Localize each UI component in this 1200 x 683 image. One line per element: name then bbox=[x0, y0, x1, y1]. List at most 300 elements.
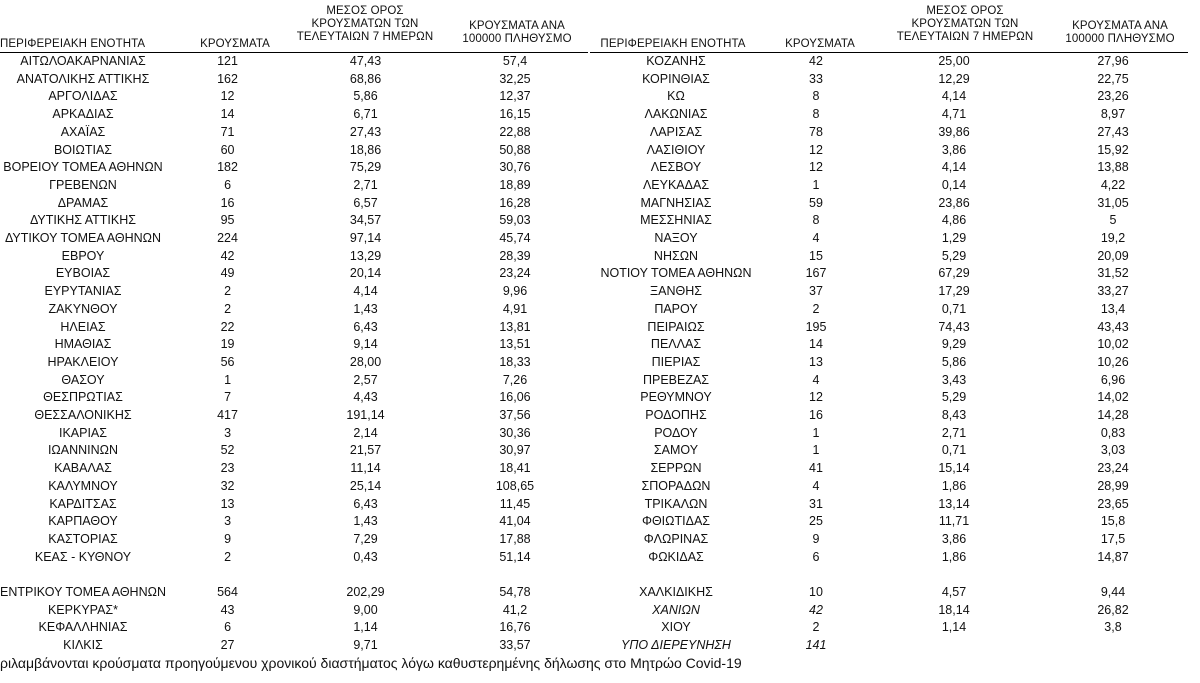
cell-name: ΡΕΘΥΜΝΟΥ bbox=[640, 390, 712, 405]
table-row bbox=[0, 71, 588, 89]
cell-cases: 3 bbox=[224, 425, 232, 440]
cell-per100k: 23,24 bbox=[1097, 461, 1129, 476]
cell-per100k: 3,03 bbox=[1100, 443, 1126, 458]
header-cases-right: ΚΡΟΥΣΜΑΤΑ bbox=[785, 38, 855, 50]
cell-cases: 16 bbox=[220, 195, 235, 210]
cell-per100k: 54,78 bbox=[499, 585, 531, 600]
cell-cases: 417 bbox=[217, 408, 238, 423]
cell-avg7: 4,14 bbox=[941, 89, 967, 104]
cell-per100k: 18,41 bbox=[499, 461, 531, 476]
cell-avg7: 67,29 bbox=[938, 266, 970, 281]
table-row bbox=[590, 195, 1188, 213]
cell-avg7: 3,43 bbox=[941, 372, 967, 387]
cell-per100k: 57,4 bbox=[502, 54, 528, 68]
cell-avg7: 75,29 bbox=[349, 160, 382, 175]
cell-avg7: 2,71 bbox=[941, 425, 967, 440]
table-row bbox=[590, 496, 1188, 514]
cell-per100k: 27,96 bbox=[1097, 54, 1129, 68]
cell-cases: 95 bbox=[220, 213, 235, 228]
spacer-cell bbox=[0, 566, 588, 584]
cell-name: ΒΟΡΕΙΟΥ ΤΟΜΕΑ ΑΘΗΝΩΝ bbox=[3, 160, 163, 175]
cell-per100k: 16,28 bbox=[499, 195, 531, 210]
cell-avg7: 1,43 bbox=[353, 301, 378, 316]
cell-avg7: 4,71 bbox=[941, 107, 967, 122]
table-row bbox=[0, 442, 588, 460]
cell-cases: 33 bbox=[809, 71, 823, 86]
cell-per100k: 16,76 bbox=[499, 620, 531, 635]
header-avg7-line1: ΜΕΣΟΣ ΟΡΟΣ bbox=[326, 5, 404, 17]
cell-name: ΗΛΕΙΑΣ bbox=[60, 319, 106, 334]
cell-avg7: 39,86 bbox=[938, 124, 970, 139]
table-row bbox=[0, 637, 588, 655]
cell-per100k: 12,37 bbox=[499, 89, 531, 104]
cell-avg7: 3,86 bbox=[941, 142, 967, 157]
cell-avg7: 0,71 bbox=[941, 301, 967, 316]
cell-name: ΘΕΣΠΡΩΤΙΑΣ bbox=[43, 390, 123, 405]
cell-cases: 15 bbox=[809, 248, 823, 263]
cell-name: ΚΕΦΑΛΛΗΝΙΑΣ bbox=[38, 620, 128, 635]
footnote: ριλαμβάνονται κρούσματα προηγούμενου χρονικού διαστήματος λόγω καθυστερημένης δήλωσης στο Μητρώο Covid-19 bbox=[0, 655, 742, 671]
cell-avg7: 1,14 bbox=[941, 620, 967, 635]
cell-avg7: 20,14 bbox=[349, 266, 382, 281]
cell-per100k: 30,97 bbox=[499, 443, 531, 458]
cell-cases: 2 bbox=[224, 301, 232, 316]
cell-cases: 6 bbox=[812, 549, 820, 564]
cell-name: ΛΕΥΚΑΔΑΣ bbox=[642, 177, 710, 192]
table-row bbox=[0, 602, 588, 620]
cell-cases: 6 bbox=[224, 177, 232, 192]
cell-avg7: 13,14 bbox=[938, 496, 970, 511]
table-row bbox=[590, 53, 1188, 71]
cell-cases: 12 bbox=[809, 142, 823, 157]
table-row bbox=[0, 389, 588, 407]
cell-name: ΚΑΒΑΛΑΣ bbox=[54, 461, 112, 476]
cell-per100k: 0,83 bbox=[1100, 425, 1126, 440]
cell-cases: 4 bbox=[812, 478, 820, 493]
cell-avg7: 4,86 bbox=[941, 213, 967, 228]
cell-avg7: 2,57 bbox=[353, 372, 378, 387]
cell-per100k: 5 bbox=[1109, 213, 1117, 228]
header-per100k-right bbox=[1045, 20, 1195, 46]
cell-cases: 12 bbox=[809, 390, 823, 405]
cell-avg7: 97,14 bbox=[349, 231, 382, 246]
cell-cases: 10 bbox=[809, 585, 823, 600]
cell-cases: 9 bbox=[224, 531, 232, 546]
table-row bbox=[590, 283, 1188, 301]
table-row bbox=[0, 124, 588, 142]
cell-name: ΝΑΞΟΥ bbox=[654, 231, 698, 246]
cell-per100k: 10,02 bbox=[1097, 337, 1129, 352]
cell-per100k: 19,2 bbox=[1100, 231, 1126, 246]
cell-avg7: 1,86 bbox=[941, 549, 967, 564]
cell-per100k: 30,76 bbox=[499, 160, 531, 175]
cell-name: ΘΕΣΣΑΛΟΝΙΚΗΣ bbox=[34, 408, 132, 423]
table-row bbox=[0, 230, 588, 248]
cell-name: ΥΠΟ ΔΙΕΡΕΥΝΗΣΗ bbox=[621, 638, 731, 653]
cell-per100k: 30,36 bbox=[499, 425, 531, 440]
table-row bbox=[590, 88, 1188, 106]
cell-cases: 52 bbox=[220, 443, 235, 458]
table-row bbox=[590, 301, 1188, 319]
cell-per100k: 23,65 bbox=[1097, 496, 1129, 511]
cell-avg7: 23,86 bbox=[938, 195, 970, 210]
cell-per100k: 14,02 bbox=[1097, 390, 1129, 405]
cell-avg7: 21,57 bbox=[349, 443, 382, 458]
cell-per100k: 18,33 bbox=[499, 354, 531, 369]
cell-name: ΔΥΤΙΚΟΥ ΤΟΜΕΑ ΑΘΗΝΩΝ bbox=[4, 231, 162, 246]
cell-cases: 31 bbox=[809, 496, 823, 511]
cell-avg7: 9,00 bbox=[353, 602, 378, 617]
cell-cases: 23 bbox=[220, 461, 235, 476]
cell-avg7: 6,57 bbox=[353, 195, 378, 210]
cell-cases: 6 bbox=[224, 620, 232, 635]
cell-per100k: 22,75 bbox=[1097, 71, 1129, 86]
header-per100k-line2: 100000 ΠΛΗΘΥΣΜΟ bbox=[1065, 33, 1175, 45]
cell-cases: 16 bbox=[809, 408, 823, 423]
cell-avg7: 1,86 bbox=[941, 478, 967, 493]
cell-avg7: 9,29 bbox=[941, 337, 967, 352]
cell-avg7: 4,43 bbox=[353, 390, 378, 405]
cell-per100k: 45,74 bbox=[499, 231, 531, 246]
cell-per100k: 13,81 bbox=[499, 319, 531, 334]
cell-name: ΔΡΑΜΑΣ bbox=[57, 195, 109, 210]
header-avg7-line1: ΜΕΣΟΣ ΟΡΟΣ bbox=[926, 5, 1004, 17]
table-row bbox=[0, 195, 588, 213]
spacer-row bbox=[0, 566, 588, 584]
cell-name: ΑΡΚΑΔΙΑΣ bbox=[52, 107, 114, 122]
table-row bbox=[0, 106, 588, 124]
cell-avg7: 191,14 bbox=[346, 408, 385, 423]
cell-per100k: 10,26 bbox=[1097, 354, 1129, 369]
header-region-right: ΠΕΡΙΦΕΡΕΙΑΚΗ ΕΝΟΤΗΤΑ bbox=[600, 38, 746, 50]
cell-name: ΡΟΔΟΠΗΣ bbox=[645, 408, 707, 423]
table-row bbox=[0, 354, 588, 372]
cell-avg7: 18,14 bbox=[938, 602, 970, 617]
cell-cases: 49 bbox=[220, 266, 235, 281]
table-row bbox=[590, 389, 1188, 407]
header-per100k-line1: ΚΡΟΥΣΜΑΤΑ ΑΝΑ bbox=[1072, 20, 1168, 32]
cell-avg7: 27,43 bbox=[349, 124, 382, 139]
cell-name: ΕΥΒΟΙΑΣ bbox=[55, 266, 111, 281]
cell-name: ΦΘΙΩΤΙΔΑΣ bbox=[641, 514, 711, 529]
header-region-left: ΠΕΡΙΦΕΡΕΙΑΚΗ ΕΝΟΤΗΤΑ bbox=[0, 38, 146, 50]
cell-name: ΑΧΑΪΑΣ bbox=[60, 124, 106, 139]
cell-avg7: 25,00 bbox=[938, 54, 970, 68]
cell-name: ΚΑΣΤΟΡΙΑΣ bbox=[48, 531, 118, 546]
cell-cases: 2 bbox=[812, 301, 820, 316]
table-row bbox=[0, 496, 588, 514]
cell-name: ΑΝΑΤΟΛΙΚΗΣ ΑΤΤΙΚΗΣ bbox=[16, 71, 150, 86]
cell-avg7: 8,43 bbox=[941, 408, 967, 423]
cell-avg7: 3,86 bbox=[941, 531, 967, 546]
cell-cases: 2 bbox=[224, 284, 232, 299]
header-avg7-right bbox=[890, 5, 1040, 44]
cell-avg7: 18,86 bbox=[349, 142, 382, 157]
cell-per100k: 108,65 bbox=[495, 478, 535, 493]
cell-name: ΛΑΣΙΘΙΟΥ bbox=[646, 142, 706, 157]
cell-cases: 4 bbox=[812, 231, 820, 246]
cell-avg7: 202,29 bbox=[346, 585, 385, 600]
table-row bbox=[0, 531, 588, 549]
table-row bbox=[590, 513, 1188, 531]
cell-cases: 19 bbox=[220, 337, 235, 352]
cell-name: ΝΟΤΙΟΥ ΤΟΜΕΑ ΑΘΗΝΩΝ bbox=[600, 266, 752, 281]
cell-avg7: 1,43 bbox=[353, 514, 378, 529]
cell-avg7: 11,14 bbox=[350, 461, 381, 476]
table-row bbox=[590, 106, 1188, 124]
cell-per100k: 51,14 bbox=[499, 549, 531, 564]
cell-avg7: 5,29 bbox=[941, 390, 967, 405]
cell-per100k: 23,24 bbox=[499, 266, 531, 281]
cell-avg7: 2,14 bbox=[353, 425, 378, 440]
cell-avg7: 0,43 bbox=[353, 549, 378, 564]
table-row bbox=[0, 301, 588, 319]
cell-avg7: 68,86 bbox=[349, 71, 382, 86]
cell-cases: 7 bbox=[224, 390, 232, 405]
left-table bbox=[0, 53, 588, 655]
cell-per100k bbox=[1038, 637, 1188, 655]
cell-name: ΚΑΛΥΜΝΟΥ bbox=[48, 478, 118, 493]
cell-cases: 121 bbox=[217, 54, 238, 68]
cell-name: ΗΜΑΘΙΑΣ bbox=[54, 337, 112, 352]
cell-avg7: 11,71 bbox=[938, 514, 970, 529]
cell-name: ΠΡΕΒΕΖΑΣ bbox=[642, 372, 710, 387]
cell-name: ΣΑΜΟΥ bbox=[653, 443, 699, 458]
table-row bbox=[590, 336, 1188, 354]
cell-cases: 9 bbox=[812, 531, 820, 546]
cell-cases: 41 bbox=[809, 461, 823, 476]
cell-cases: 14 bbox=[220, 107, 235, 122]
cell-avg7: 15,14 bbox=[938, 461, 970, 476]
table-row bbox=[0, 336, 588, 354]
cell-name: ΕΝΤΡΙΚΟΥ ΤΟΜΕΑ ΑΘΗΝΩΝ bbox=[0, 585, 166, 600]
cell-cases: 12 bbox=[220, 89, 235, 104]
cell-cases: 22 bbox=[220, 319, 235, 334]
cell-cases: 8 bbox=[812, 89, 820, 104]
table-row bbox=[590, 637, 1188, 655]
cell-per100k: 28,39 bbox=[499, 248, 531, 263]
table-row bbox=[0, 460, 588, 478]
cell-avg7: 4,14 bbox=[353, 284, 378, 299]
cell-name: ΓΡΕΒΕΝΩΝ bbox=[49, 177, 117, 192]
cell-avg7: 6,43 bbox=[353, 496, 378, 511]
cell-cases: 13 bbox=[220, 496, 235, 511]
cell-avg7: 7,29 bbox=[353, 531, 378, 546]
cell-cases: 1 bbox=[812, 177, 820, 192]
table-row bbox=[0, 619, 588, 637]
cell-per100k: 43,43 bbox=[1097, 319, 1129, 334]
right-table bbox=[590, 53, 1188, 655]
cell-cases: 1 bbox=[812, 425, 820, 440]
cell-avg7: 1,14 bbox=[353, 620, 378, 635]
cell-cases: 42 bbox=[220, 248, 235, 263]
cell-name: ΚΙΛΚΙΣ bbox=[63, 638, 103, 653]
cell-cases: 56 bbox=[220, 354, 235, 369]
cell-per100k: 4,22 bbox=[1100, 177, 1126, 192]
cell-per100k: 33,57 bbox=[499, 638, 531, 653]
cell-cases: 13 bbox=[809, 354, 823, 369]
cell-per100k: 16,15 bbox=[499, 107, 531, 122]
cell-name: ΚΟΡΙΝΘΙΑΣ bbox=[642, 71, 710, 86]
cell-per100k: 37,56 bbox=[499, 408, 531, 423]
cell-name: ΙΩΑΝΝΙΝΩΝ bbox=[47, 443, 119, 458]
cell-per100k: 8,97 bbox=[1100, 107, 1126, 122]
cell-cases: 25 bbox=[809, 514, 823, 529]
table-row bbox=[0, 584, 588, 602]
table-row bbox=[590, 212, 1188, 230]
table-row bbox=[0, 177, 588, 195]
table-row bbox=[0, 407, 588, 425]
cell-cases: 195 bbox=[805, 319, 827, 334]
header-per100k-line1: ΚΡΟΥΣΜΑΤΑ ΑΝΑ bbox=[469, 20, 565, 32]
cell-name: ΡΟΔΟΥ bbox=[654, 425, 698, 440]
cell-per100k: 31,05 bbox=[1097, 195, 1129, 210]
cell-cases: 3 bbox=[224, 514, 232, 529]
header-avg7-line3: ΤΕΛΕΥΤΑΙΩΝ 7 ΗΜΕΡΩΝ bbox=[296, 31, 434, 43]
cell-cases: 2 bbox=[224, 549, 232, 564]
cell-per100k: 9,44 bbox=[1100, 585, 1126, 600]
cell-name: ΣΕΡΡΩΝ bbox=[650, 461, 702, 476]
cell-name: ΣΠΟΡΑΔΩΝ bbox=[641, 478, 711, 493]
cell-avg7: 5,86 bbox=[353, 89, 378, 104]
table-row bbox=[590, 425, 1188, 443]
cell-per100k: 11,45 bbox=[499, 496, 531, 511]
cell-per100k: 4,91 bbox=[502, 301, 528, 316]
table-row bbox=[0, 425, 588, 443]
table-row bbox=[0, 248, 588, 266]
cell-name: ΕΥΡΥΤΑΝΙΑΣ bbox=[44, 284, 122, 299]
table-row bbox=[0, 53, 588, 71]
cell-name: ΧΑΛΚΙΔΙΚΗΣ bbox=[639, 585, 713, 600]
cell-avg7: 4,14 bbox=[941, 160, 967, 175]
cell-avg7: 5,86 bbox=[941, 354, 967, 369]
cell-name: ΚΟΖΑΝΗΣ bbox=[646, 54, 706, 68]
table-row bbox=[590, 230, 1188, 248]
cell-avg7: 28,00 bbox=[349, 354, 382, 369]
cell-per100k: 3,8 bbox=[1104, 620, 1122, 635]
cell-avg7: 47,43 bbox=[349, 54, 382, 68]
cell-name: ΛΑΡΙΣΑΣ bbox=[649, 124, 703, 139]
cell-cases: 8 bbox=[812, 213, 820, 228]
cell-name: ΧΙΟΥ bbox=[661, 620, 691, 635]
cell-cases: 2 bbox=[812, 620, 820, 635]
cell-avg7: 34,57 bbox=[349, 213, 382, 228]
cell-name: ΠΕΛΛΑΣ bbox=[650, 337, 702, 352]
cell-name: ΛΑΚΩΝΙΑΣ bbox=[644, 107, 708, 122]
table-row bbox=[590, 159, 1188, 177]
cell-name: ΔΥΤΙΚΗΣ ΑΤΤΙΚΗΣ bbox=[29, 213, 136, 228]
table-row bbox=[590, 248, 1188, 266]
cell-per100k: 16,06 bbox=[499, 390, 531, 405]
cell-cases: 27 bbox=[220, 638, 235, 653]
cell-cases: 42 bbox=[809, 54, 823, 68]
cell-name: ΗΡΑΚΛΕΙΟΥ bbox=[47, 354, 119, 369]
cell-per100k: 26,82 bbox=[1097, 602, 1129, 617]
cell-avg7: 9,71 bbox=[353, 638, 378, 653]
cell-cases: 78 bbox=[809, 124, 823, 139]
cell-avg7: 74,43 bbox=[938, 319, 970, 334]
table-row bbox=[590, 460, 1188, 478]
cell-avg7: 2,71 bbox=[353, 177, 378, 192]
cell-per100k: 23,26 bbox=[1097, 89, 1129, 104]
cell-cases: 8 bbox=[812, 107, 820, 122]
table-row bbox=[0, 478, 588, 496]
header-cases-left: ΚΡΟΥΣΜΑΤΑ bbox=[200, 38, 270, 50]
cell-cases: 1 bbox=[224, 372, 232, 387]
cell-name: ΑΙΤΩΛΟΑΚΑΡΝΑΝΙΑΣ bbox=[20, 54, 146, 68]
cell-cases: 43 bbox=[220, 602, 235, 617]
cell-per100k: 13,4 bbox=[1100, 301, 1126, 316]
cell-cases: 32 bbox=[220, 478, 235, 493]
cell-avg7: 17,29 bbox=[938, 284, 970, 299]
cell-per100k: 33,27 bbox=[1097, 284, 1129, 299]
table-row bbox=[590, 177, 1188, 195]
cell-name: ΚΕΑΣ - ΚΥΘΝΟΥ bbox=[34, 549, 132, 564]
table-row bbox=[590, 619, 1188, 637]
cell-name: ΕΒΡΟΥ bbox=[61, 248, 105, 263]
cell-per100k: 32,25 bbox=[499, 71, 531, 86]
cell-name: ΦΛΩΡΙΝΑΣ bbox=[643, 531, 709, 546]
table-row bbox=[0, 265, 588, 283]
table-row bbox=[0, 212, 588, 230]
table-row bbox=[590, 442, 1188, 460]
cell-avg7: 1,29 bbox=[941, 231, 967, 246]
cell-cases: 60 bbox=[220, 142, 235, 157]
cell-avg7: 0,14 bbox=[941, 177, 967, 192]
cell-per100k: 41,2 bbox=[502, 602, 528, 617]
cell-cases: 1 bbox=[812, 443, 820, 458]
cell-avg7 bbox=[870, 637, 1038, 655]
cell-per100k: 28,99 bbox=[1097, 478, 1129, 493]
header-avg7-left bbox=[290, 5, 440, 44]
table-row bbox=[590, 372, 1188, 390]
cell-name: ΧΑΝΙΩΝ bbox=[652, 602, 700, 617]
cell-name: ΝΗΣΩΝ bbox=[653, 248, 699, 263]
cell-avg7: 0,71 bbox=[941, 443, 967, 458]
cell-per100k: 15,92 bbox=[1097, 142, 1129, 157]
cell-per100k: 22,88 bbox=[499, 124, 531, 139]
table-row bbox=[590, 531, 1188, 549]
table-row bbox=[0, 549, 588, 567]
cell-cases: 12 bbox=[809, 160, 823, 175]
table-row bbox=[0, 319, 588, 337]
cell-cases: 141 bbox=[805, 638, 827, 653]
cell-name: ΖΑΚΥΝΘΟΥ bbox=[48, 301, 118, 316]
cell-name: ΚΑΡΔΙΤΣΑΣ bbox=[49, 496, 117, 511]
cell-name: ΤΡΙΚΑΛΩΝ bbox=[644, 496, 708, 511]
header-per100k-line2: 100000 ΠΛΗΘΥΣΜΟ bbox=[462, 33, 572, 45]
cell-per100k: 15,8 bbox=[1100, 514, 1126, 529]
cell-per100k: 9,96 bbox=[502, 284, 528, 299]
cell-avg7: 5,29 bbox=[941, 248, 967, 263]
cell-name: ΠΙΕΡΙΑΣ bbox=[651, 354, 701, 369]
header-avg7-line2: ΚΡΟΥΣΜΑΤΩΝ ΤΩΝ bbox=[311, 18, 419, 30]
cell-cases: 71 bbox=[220, 124, 235, 139]
cell-avg7: 6,43 bbox=[353, 319, 378, 334]
cell-name: ΞΑΝΘΗΣ bbox=[650, 284, 702, 299]
table-row bbox=[590, 549, 1188, 567]
cell-per100k: 6,96 bbox=[1100, 372, 1126, 387]
cell-per100k: 14,87 bbox=[1097, 549, 1129, 564]
cell-per100k: 18,89 bbox=[499, 177, 531, 192]
cell-cases: 4 bbox=[812, 372, 820, 387]
cell-per100k: 50,88 bbox=[499, 142, 531, 157]
cell-per100k: 20,09 bbox=[1097, 248, 1129, 263]
cell-avg7: 9,14 bbox=[353, 337, 378, 352]
cell-name: ΑΡΓΟΛΙΔΑΣ bbox=[48, 89, 118, 104]
spacer-cell bbox=[590, 566, 1188, 584]
cell-cases: 564 bbox=[217, 585, 238, 600]
